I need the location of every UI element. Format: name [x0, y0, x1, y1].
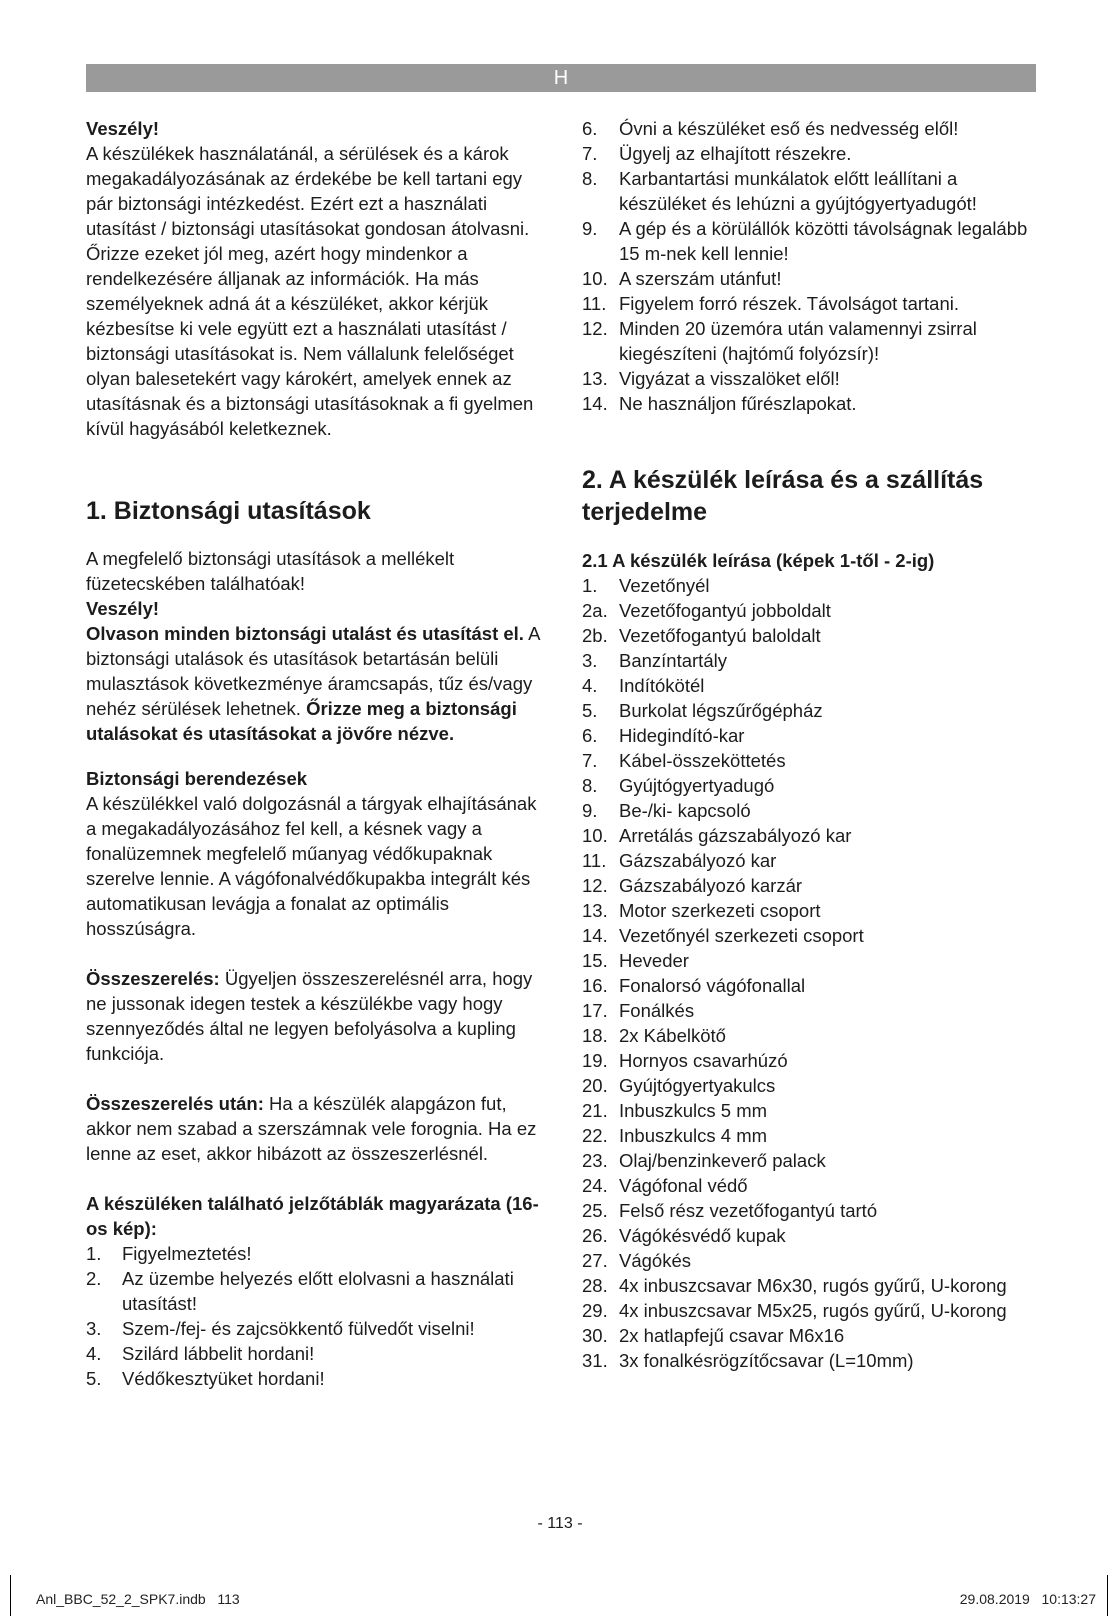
- item-number: 1.: [582, 575, 598, 596]
- item-number: 28.: [582, 1275, 608, 1296]
- list-item: [86, 1366, 541, 1391]
- item-text: Indítókötél: [619, 675, 705, 696]
- section-2-title: 2. A készülék leírása és a szállítás terjedelme: [582, 466, 984, 526]
- list-item: [582, 1123, 1037, 1148]
- item-text: Szem-/fej- és zajcsökkentő fülvedőt viselni!: [122, 1318, 475, 1339]
- item-number: 13.: [582, 900, 608, 921]
- item-number: 10.: [582, 268, 608, 289]
- list-item: [582, 823, 1037, 848]
- item-number: 18.: [582, 1025, 608, 1046]
- parts-list: [582, 573, 1037, 1373]
- item-number: 29.: [582, 1300, 608, 1321]
- list-item: [582, 1148, 1037, 1173]
- item-text: Banzíntartály: [619, 650, 727, 671]
- item-number: 9.: [582, 800, 598, 821]
- item-text: Gázszabályozó kar: [619, 850, 777, 871]
- list-item: [86, 1266, 541, 1316]
- item-text: A gép és a körülállók közötti távolságnak legalább 15 m-nek kell lennie!: [619, 218, 1028, 264]
- item-number: 2.: [86, 1268, 102, 1289]
- item-text: Felső rész vezetőfogantyú tartó: [619, 1200, 878, 1221]
- item-text: Vágókés: [619, 1250, 691, 1271]
- assembly-text: Ügyeljen összeszerelésnél arra, hogy ne jussonak idegen testek a készülékbe vagy hogy szennyeződés által ne legyen befolyásolva a kupling funkciója.: [86, 968, 533, 1064]
- item-number: 8.: [582, 775, 598, 796]
- item-text: Szilárd lábbelit hordani!: [122, 1343, 315, 1364]
- item-text: Ügyelj az elhajított részekre.: [619, 143, 852, 164]
- read-instructions-paragraph: [86, 621, 541, 746]
- list-item: [582, 873, 1037, 898]
- item-number: 11.: [582, 850, 607, 871]
- item-text: Fonálkés: [619, 1000, 695, 1021]
- list-item: [582, 1298, 1037, 1323]
- item-text: A szerszám utánfut!: [619, 268, 782, 289]
- item-number: 5.: [582, 700, 598, 721]
- item-text: Gyújtógyertyadugó: [619, 775, 775, 796]
- list-item: [582, 391, 1037, 416]
- item-text: Figyelem forró részek. Távolságot tartani.: [619, 293, 959, 314]
- item-number: 6.: [582, 118, 598, 139]
- item-number: 20.: [582, 1075, 608, 1096]
- crop-mark: [10, 1575, 11, 1616]
- list-item: [582, 848, 1037, 873]
- item-text: Karbantartási munkálatok előtt leállítani a készüléket és lehúzni a gyújtógyertyadugót!: [619, 168, 977, 214]
- after-assembly-label: Összeszerelés után:: [86, 1093, 264, 1114]
- danger-title: Veszély!: [86, 118, 160, 139]
- item-text: Fonalorsó vágófonallal: [619, 975, 806, 996]
- list-item: [582, 948, 1037, 973]
- list-item: [582, 1248, 1037, 1273]
- item-number: 7.: [582, 750, 598, 771]
- left-column: [86, 116, 541, 1391]
- list-item: [582, 1023, 1037, 1048]
- section-1-title: 1. Biztonsági utasítások: [86, 497, 371, 525]
- list-item: [582, 266, 1037, 291]
- footer-file-name: Anl_BBC_52_2_SPK7.indb 113: [36, 1591, 240, 1607]
- item-number: 4.: [582, 675, 598, 696]
- list-item: [86, 1316, 541, 1341]
- item-text: Hidegindító-kar: [619, 725, 745, 746]
- item-text: Inbuszkulcs 4 mm: [619, 1125, 768, 1146]
- item-number: 27.: [582, 1250, 608, 1271]
- list-item: [582, 998, 1037, 1023]
- list-item: [582, 598, 1037, 623]
- list-item: [582, 1348, 1037, 1373]
- item-text: Hornyos csavarhúzó: [619, 1050, 788, 1071]
- item-number: 11.: [582, 293, 607, 314]
- section-1-intro: A megfelelő biztonsági utasítások a mellékelt füzetecskében találhatóak!: [86, 548, 455, 594]
- item-number: 7.: [582, 143, 598, 164]
- list-item: [582, 748, 1037, 773]
- item-text: Figyelmeztetés!: [122, 1243, 252, 1264]
- item-text: 4x inbuszcsavar M5x25, rugós gyűrű, U-korong: [619, 1300, 1007, 1321]
- list-item: [582, 1198, 1037, 1223]
- list-item: [582, 973, 1037, 998]
- item-number: 19.: [582, 1050, 608, 1071]
- item-text: Vágókésvédő kupak: [619, 1225, 786, 1246]
- item-text: Ne használjon fűrészlapokat.: [619, 393, 857, 414]
- list-item: [582, 1273, 1037, 1298]
- list-item: [582, 923, 1037, 948]
- item-text: 4x inbuszcsavar M6x30, rugós gyűrű, U-korong: [619, 1275, 1007, 1296]
- list-item: [582, 1323, 1037, 1348]
- item-number: 23.: [582, 1150, 608, 1171]
- item-number: 9.: [582, 218, 598, 239]
- item-text: Vágófonal védő: [619, 1175, 748, 1196]
- language-code: H: [553, 67, 569, 89]
- item-text: Olaj/benzinkeverő palack: [619, 1150, 826, 1171]
- item-text: Heveder: [619, 950, 689, 971]
- item-text: Minden 20 üzemóra után valamennyi zsirral kiegészíteni (hajtómű folyózsír)!: [619, 318, 977, 364]
- item-number: 8.: [582, 168, 598, 189]
- safety-devices-title: Biztonsági berendezések: [86, 768, 308, 789]
- section-2-1-title: 2.1 A készülék leírása (képek 1-től - 2-ig): [582, 550, 935, 571]
- list-item: [86, 1341, 541, 1366]
- read-instructions-text: A biztonsági utalások és utasítások betartásán belüli mulasztások következménye áramcsapás, tűz és/vagy nehéz sérülések lehetnek.: [86, 623, 540, 719]
- list-item: [582, 1073, 1037, 1098]
- item-text: 2x hatlapfejű csavar M6x16: [619, 1325, 845, 1346]
- signs-list-continued: [582, 116, 1037, 416]
- list-item: [582, 898, 1037, 923]
- item-text: Az üzembe helyezés előtt elolvasni a használati utasítást!: [122, 1268, 514, 1314]
- item-number: 21.: [582, 1100, 608, 1121]
- danger-paragraph: A készülékek használatánál, a sérülések és a károk megakadályozásának az érdekébe be kell tartani egy pár biztonsági intézkedést. Ezért ezt a használati utasítást / biztonsági utasításokat gondosan átolvasni. Őrizze ezeket jól meg, azért hogy mindenkor a rendelkezésére álljanak az információk. Ha más személyeknek adná át a készüléket, akkor kérjük kézbesítse ki vele együtt ezt a használati utasítást / biztonsági utasításokat is. Nem vállalunk felelőséget olyan balesetekért vagy károkért, amelyek ennek az utasításnak és a biztonsági utasításoknak a fi gyelmen kívül hagyásából keletkeznek.: [86, 143, 534, 439]
- read-instructions-bold: Olvason minden biztonsági utalást és utasítást el.: [86, 623, 524, 644]
- list-item: [582, 1173, 1037, 1198]
- item-text: Védőkesztyüket hordani!: [122, 1368, 325, 1389]
- item-number: 12.: [582, 318, 608, 339]
- list-item: [582, 366, 1037, 391]
- item-number: 1.: [86, 1243, 102, 1264]
- list-item: [582, 573, 1037, 598]
- item-number: 25.: [582, 1200, 608, 1221]
- item-number: 5.: [86, 1368, 102, 1389]
- item-text: Burkolat légszűrőgépház: [619, 700, 823, 721]
- item-number: 16.: [582, 975, 608, 996]
- list-item: [582, 798, 1037, 823]
- list-item: [582, 141, 1037, 166]
- item-text: Vezetőnyél szerkezeti csoport: [619, 925, 864, 946]
- item-number: 26.: [582, 1225, 608, 1246]
- item-number: 3.: [86, 1318, 102, 1339]
- item-number: 14.: [582, 393, 608, 414]
- safety-devices-text: A készülékkel való dolgozásnál a tárgyak elhajításának a megakadályozásához fel kell, a késnek vagy a fonalüzemnek megfelelő műanyag védőkupaknak szerelve lennie. A vágófonalvédőkupakba integrált kés automatikusan levágja a fonalat az optimális hosszúságra.: [86, 793, 537, 939]
- list-item: [582, 723, 1037, 748]
- list-item: [86, 1241, 541, 1266]
- language-header-bar: [86, 64, 1036, 92]
- footer-timestamp: 29.08.2019 10:13:27: [959, 1591, 1096, 1607]
- after-assembly-text: Ha a készülék alapgázon fut, akkor nem szabad a szerszámnak vele forognia. Ha ez lenne az eset, akkor hibázott az összeszerlésnél.: [86, 1093, 537, 1164]
- item-text: Gyújtógyertyakulcs: [619, 1075, 776, 1096]
- item-text: Inbuszkulcs 5 mm: [619, 1100, 768, 1121]
- signs-title: A készüléken található jelzőtáblák magyarázata (16-os kép):: [86, 1193, 539, 1239]
- after-assembly-paragraph: [86, 1091, 541, 1166]
- list-item: [582, 698, 1037, 723]
- item-number: 10.: [582, 825, 608, 846]
- item-text: Arretálás gázszabályozó kar: [619, 825, 852, 846]
- item-number: 4.: [86, 1343, 102, 1364]
- list-item: [582, 673, 1037, 698]
- item-number: 13.: [582, 368, 608, 389]
- item-number: 30.: [582, 1325, 608, 1346]
- item-number: 3.: [582, 650, 598, 671]
- item-text: Vigyázat a visszalöket elől!: [619, 368, 840, 389]
- item-text: Vezetőfogantyú baloldalt: [619, 625, 821, 646]
- list-item: [582, 316, 1037, 366]
- item-number: 2b.: [582, 625, 608, 646]
- item-number: 22.: [582, 1125, 608, 1146]
- item-number: 14.: [582, 925, 608, 946]
- list-item: [582, 773, 1037, 798]
- item-number: 2a.: [582, 600, 608, 621]
- item-text: Óvni a készüléket eső és nedvesség elől!: [619, 118, 959, 139]
- item-text: Vezetőnyél: [619, 575, 710, 596]
- item-number: 12.: [582, 875, 608, 896]
- item-number: 6.: [582, 725, 598, 746]
- list-item: [582, 648, 1037, 673]
- list-item: [582, 166, 1037, 216]
- page-number: - 113 -: [537, 1515, 583, 1532]
- item-number: 15.: [582, 950, 608, 971]
- list-item: [582, 216, 1037, 266]
- list-item: [582, 116, 1037, 141]
- danger-title-2: Veszély!: [86, 598, 160, 619]
- item-text: 2x Kábelkötő: [619, 1025, 726, 1046]
- keep-instructions-bold: Őrizze meg a biztonsági utalásokat és utasításokat a jövőre nézve.: [86, 698, 517, 744]
- assembly-label: Összeszerelés:: [86, 968, 220, 989]
- list-item: [582, 1098, 1037, 1123]
- item-number: 31.: [582, 1350, 608, 1371]
- item-text: Kábel-összeköttetés: [619, 750, 786, 771]
- item-text: Be-/ki- kapcsoló: [619, 800, 751, 821]
- item-text: 3x fonalkésrögzítőcsavar (L=10mm): [619, 1350, 914, 1371]
- right-column: [582, 116, 1037, 1373]
- item-text: Gázszabályozó karzár: [619, 875, 803, 896]
- item-number: 17.: [582, 1000, 608, 1021]
- crop-mark: [1107, 1575, 1108, 1616]
- signs-list: [86, 1241, 541, 1391]
- list-item: [582, 291, 1037, 316]
- list-item: [582, 1223, 1037, 1248]
- item-text: Motor szerkezeti csoport: [619, 900, 821, 921]
- list-item: [582, 623, 1037, 648]
- item-number: 24.: [582, 1175, 608, 1196]
- item-text: Vezetőfogantyú jobboldalt: [619, 600, 831, 621]
- list-item: [582, 1048, 1037, 1073]
- assembly-paragraph: [86, 966, 541, 1066]
